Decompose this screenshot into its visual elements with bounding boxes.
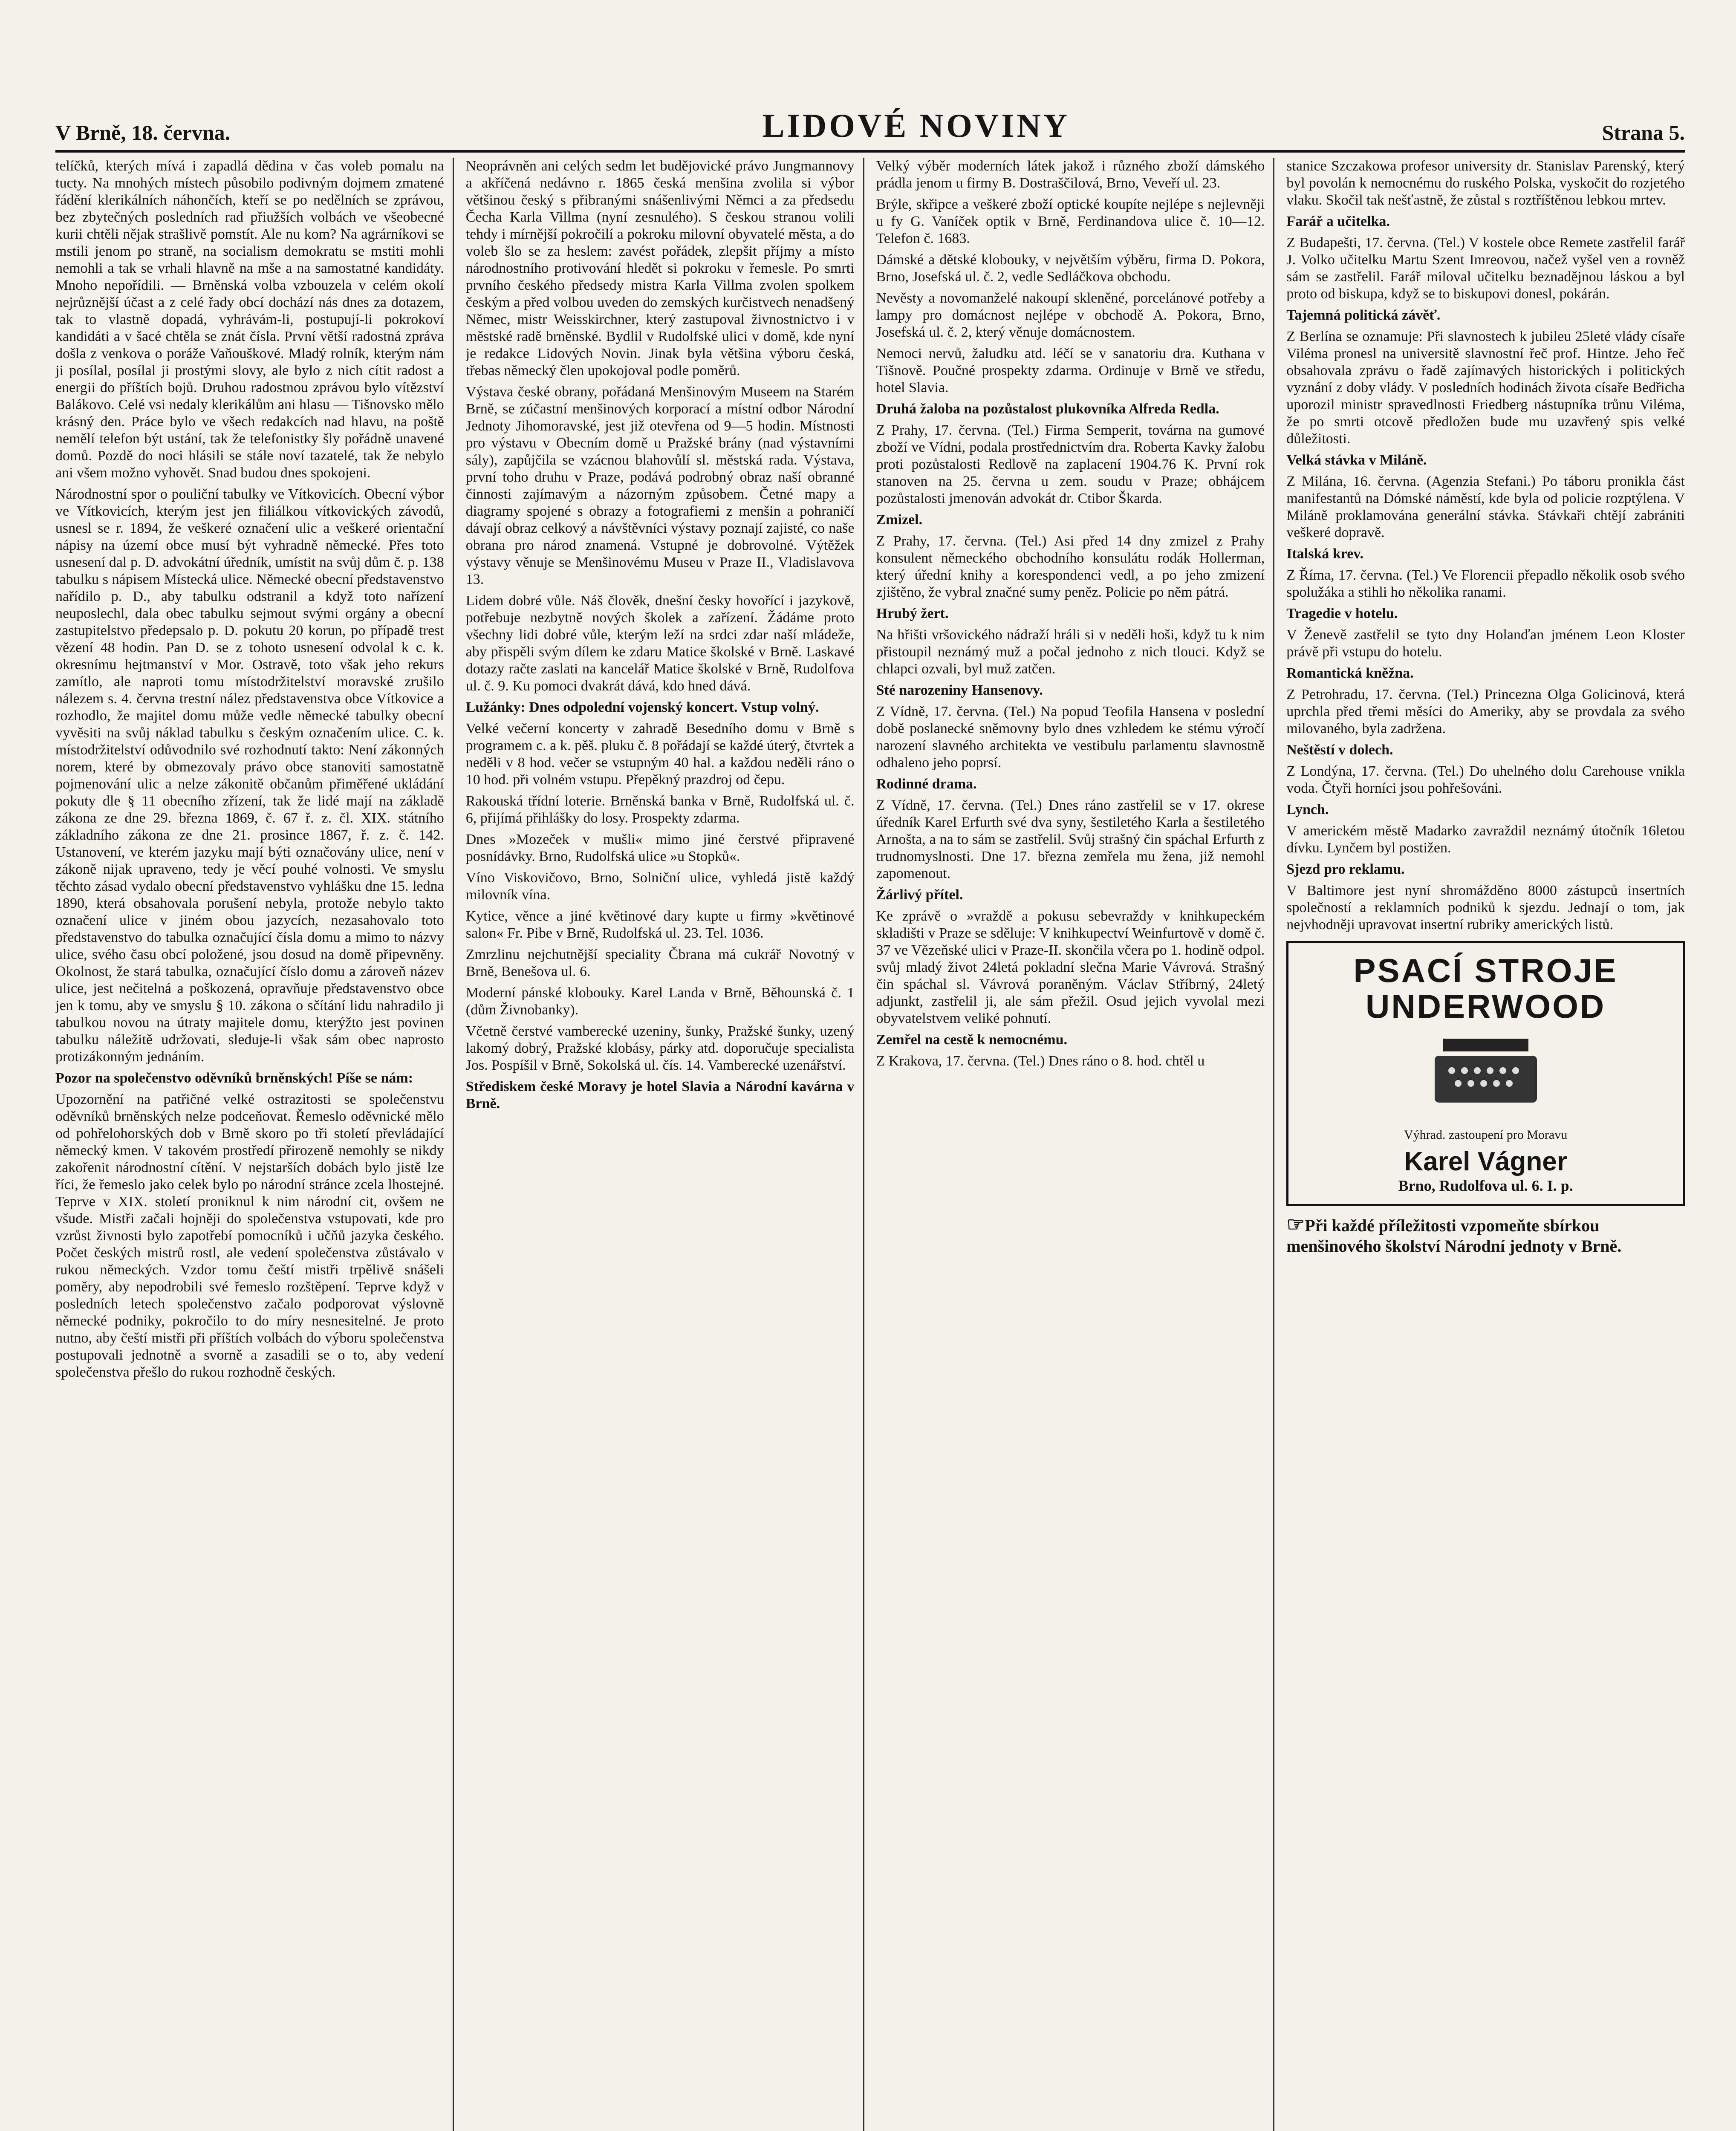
article-paragraph: Z Berlína se oznamuje: Při slavnostech k jubileu 25leté vlády císaře Viléma pronesl na universitě slavnostní řeč prof. Hintze. Jeho řeč obsahovala zprávu o řadě zajímavých historických i politických vyznání z doby vlády. V posledních hodinách života císaře Bedřicha uporozil ministr spravedlnosti Friedberg nástupníka trůnu Viléma, že po smrti otcově předložen bude mu uzavřený spis velké důležitosti. xyxy=(1286,329,1685,447)
issue-date: V Brně, 18. června. xyxy=(55,121,231,144)
pointing-hand-icon: ☞ xyxy=(1286,1213,1305,1236)
article-paragraph: Výstava české obrany, pořádaná Menšinovým Museem na Starém Brně, se zúčastní menšinových korporací a místní odbor Národní Jednoty Jihomoravské, jest již otevřena od 9—5 hodin. Místnosti pro výstavu v Obecním domě u Pražské brány (nad výstavními sály), zapůjčila se vzácnou blahovůlí sl. městská rada. Výstava, první toho druhu v Praze, podává podrobný obraz naší obranné činnosti zajímavým a názorným způsobem. Četné mapy a diagramy spojené s obrazy a fotografiemi z menšin a pohraničí dávají obraz celkový a návštěvníci výstavy poznají zajisté, co naše obrana pro národ znamená. Vstupné je dobrovolné. Výtěžek výstavy věnuje se Menšinovému Museu v Praze II., Vladislavova 13. xyxy=(465,384,855,587)
article-headline: Romantická kněžna. xyxy=(1286,665,1414,681)
appeal-text: Při každé příležitosti vzpomeňte sbírkou menšinového školství Národní jednoty v Brně. xyxy=(1286,1216,1622,1256)
article-paragraph: stanice Szczakowa profesor university dr. Stanislav Parenský, který byl povolán k nemocnému do ruského Polska, vyskočit do rozjetého vlaku. Skočil tak nešťastně, že zůstal s roztříštěnou lebkou mrtev. xyxy=(1286,158,1685,208)
article-paragraph: Z Říma, 17. června. (Tel.) Ve Florencii přepadlo několik osob svého spolužáka a stihli ho několika ranami. xyxy=(1286,567,1685,600)
article-headline: Italská krev. xyxy=(1286,546,1363,562)
article-paragraph: telíčků, kterých mívá i zapadlá dědina v čas voleb pomalu na tucty. Na mnohých místech působilo podivným dojmem zmatené řádění klerikálních náhončích, kteří se po nedělních se zprávou, bez zbytečných posledních rad přiužších volbách ve všeobecné kurii chtěli nějak strašlivě pomstít. Ale nu kom? Na agrárníkovi se mstili jenom po straně, na socialism demokratu se mstiti mohli nemohli a tak se vrhali hlavně na mše a na samostatné kandidáty. Mnoho nepořídili. — Brněnská volba vzbouzela v celém okolí nejrůznější účast a z celé řady obcí dochází nás dnes za dotazem, tak to vlastně dopadá, vyhrávám-li, postupují-li pokrokoví kandidáti a v šacé chtěla se znát čísla. První větší radostná zpráva došla z venkova o poráže Vaňouškové. Mladý rolník, kterým nám ji posílal, posílal ji prostými slovy, ale bylo z nich cítit radost a energii do příštích bojů. Druhou radostnou zprávou bylo vítězství Balákovo. Celé vsi nedaly klerikálům ani hlasu — Tišnovsko mělo krásný den. Práce bylo ve všech redakcích nad hlavu, na poště nemělí telefon být ustání, tak že telefonistky šly pořádně unavené domů. Pozdě do noci hlásili se stále noví tazatelé, tak že nebylo ani všem možno vyhovět. Snad budou dnes spokojeni. xyxy=(55,158,444,481)
article-paragraph: Nemoci nervů, žaludku atd. léčí se v sanatoriu dra. Kuthana v Tišnově. Poučné prospekty zdarma. Ordinuje v Brně ve středu, hotel Slavia. xyxy=(876,346,1265,396)
article-paragraph: Z Budapešti, 17. června. (Tel.) V kostele obce Remete zastřelil farář J. Volko učitelku Martu Szent Imreovou, načež vyšel ven a rovněž sám se zastřelil. Farář miloval učitelku beznadějnou láskou a byl proto od biskupa, když se to biskupovi donesl, pokárán. xyxy=(1286,235,1685,302)
article-paragraph: Na hřišti vršovického nádraží hráli si v neděli hoši, když tu k nim přistoupil neznámý muž a počal jednoho z nich tlouci. Když se chlapci ozvali, byl muž zatčen. xyxy=(876,627,1265,677)
article-paragraph: Včetně čerstvé vamberecké uzeniny, šunky, Pražské šunky, uzený lakomý dobrý, Pražské klobásy, párky atd. doporučuje specialista Jos. Pospíšil v Brně, Sokolská ul. čís. 14. Vamberecké uzenářství. xyxy=(465,1023,855,1073)
article-headline: Farář a učitelka. xyxy=(1286,214,1390,229)
page-number: Strana 5. xyxy=(1602,121,1685,144)
ad-title-line1: PSACÍ STROJE xyxy=(1353,952,1618,989)
article-headline: Lužánky: Dnes odpolední vojenský koncert. Vstup volný. xyxy=(465,699,819,715)
article-paragraph: Lidem dobré vůle. Náš člověk, dnešní česky hovořící i jazykově, potřebuje nezbytně nových školek a zařízení. Žádáme proto všechny lidi dobré vůle, kterým leží na srdci zdar naší mládeže, aby přispěli svým dílem ke zdaru Matice školské v Brně. Laskavé dotazy račte zaslati na kancelář Matice školské v Brně, Rudolfova ul. č. 9. Ku pomoci dvakrát dává, kdo hned dává. xyxy=(465,593,855,694)
article-headline: Žárlivý přítel. xyxy=(876,887,963,903)
article-paragraph: Neoprávněn ani celých sedm let budějovické právo Jungmannovy a akříčená nedávno r. 1865 česká menšina zvolila si výbor většinou český s přibranými snášenlivými Němci a za předsedu Čecha Karla Villma (nyní zesnulého). S českou stranou volili tehdy i mírnější pokročilí a pokroku milovní obyvatelé města, a do voleb šlo se za heslem: zavést pořádek, zlepšit příjmy a místo národnostního protivování hledět si pokroku v řemesle. Po smrti prvního českého předsedy mistra Karla Villma zvolen spolkem českým a před volbou uveden do zemských kurčistvech nenadšený Němec, mistr Weisskirchner, který zastupoval živnostnictvo i v městské radě brněnské. Bydlil v Rudolfské ulici v domě, kde nyní je redakce Lidových Novin. Jinak byla většina výboru česká, třebas německý člen upokojoval podle poměrů. xyxy=(465,158,855,378)
article-headline: Tajemná politická závěť. xyxy=(1286,307,1441,323)
underwood-advertisement xyxy=(1286,941,1685,1206)
article-paragraph: Dnes »Mozeček v mušli« mimo jiné čerstvé připravené posnídávky. Brno, Rudolfská ulice »u Stopků«. xyxy=(465,832,855,864)
article-headline: Zemřel na cestě k nemocnému. xyxy=(876,1032,1068,1048)
article-headline: Druhá žaloba na pozůstalost plukovníka Alfreda Redla. xyxy=(876,401,1219,417)
column-3 xyxy=(876,158,1275,2131)
ad-address: Brno, Rudolfova ul. 6. I. p. xyxy=(1398,1177,1573,1194)
article-paragraph: Zmrzlinu nejchutnější speciality Čbrana má cukrář Novotný v Brně, Benešova ul. 6. xyxy=(465,947,855,979)
article-columns xyxy=(55,158,1685,2131)
typewriter-icon xyxy=(1430,1030,1541,1115)
article-paragraph: Velký výběr moderních látek jakož i různého zboží dámského prádla jenom u firmy B. Dostraščilová, Brno, Veveří ul. 23. xyxy=(876,158,1265,191)
article-paragraph: Z Vídně, 17. června. (Tel.) Dnes ráno zastřelil se v 17. okrese úředník Karel Erfurth své dva syny, šestiletého Karla a šestiletého Arnošta, a na to sám se zastřelil. Svůj strašný čin spáchal Erfurth z trudnomyslnosti. Dne 17. března zemřela mu žena, již nemohl zapomenout. xyxy=(876,797,1265,881)
column-2 xyxy=(466,158,864,2131)
article-headline: Sjezd pro reklamu. xyxy=(1286,861,1405,877)
article-headline: Zmizel. xyxy=(876,512,923,528)
article-paragraph: Z Londýna, 17. června. (Tel.) Do uhelného dolu Carehouse vnikla voda. Čtyři horníci jsou pohřešováni. xyxy=(1286,763,1685,796)
jednota-appeal xyxy=(1286,1215,1685,1256)
article-paragraph: Brýle, skřipce a veškeré zboží optické koupíte nejlépe s nejlevněji u fy G. Vaníček optik v Brně, Ferdinandova ulice č. 10—12. Telefon č. 1683. xyxy=(876,196,1265,246)
column-4 xyxy=(1286,158,1685,2131)
article-headline: Sté narozeniny Hansenovy. xyxy=(876,682,1043,698)
article-paragraph: Z Vídně, 17. června. (Tel.) Na popud Teofila Hansena v poslední době poslanecké sněmovny bylo dnes vzhledem ke stému výročí narození slavného architekta ve vestibulu parlamentu slavnostně odhaleno jeho poprsí. xyxy=(876,704,1265,771)
article-paragraph: Z Krakova, 17. června. (Tel.) Dnes ráno o 8. hod. chtěl u xyxy=(876,1053,1205,1069)
article-paragraph: Moderní pánské klobouky. Karel Landa v Brně, Běhounská č. 1 (dům Živnobanky). xyxy=(465,985,855,1018)
article-headline: Velká stávka v Miláně. xyxy=(1286,452,1427,468)
article-headline: Pozor na společenstvo oděvníků brněnských! Píše se nám: xyxy=(55,1070,413,1086)
ad-name: Karel Vágner xyxy=(1404,1147,1567,1176)
newspaper-title: LIDOVÉ NOVINY xyxy=(762,107,1070,144)
article-paragraph: Velké večerní koncerty v zahradě Besedního domu v Brně s programem c. a k. pěš. pluku č. 8 pořádají se každé úterý, čtvrtek a neděli v 8 hod. večer se vstupným 40 hal. a každou neděli ráno o 10 hod. při volném vstupu. Přepěkný prazdroj od čepu. xyxy=(465,721,855,788)
article-paragraph: Dámské a dětské klobouky, v největším výběru, firma D. Pokora, Brno, Josefská ul. č. 2, vedle Sedláčkova obchodu. xyxy=(876,252,1265,285)
article-paragraph: Z Milána, 16. června. (Agenzia Stefani.) Po táboru pronikla část manifestantů na Dómské náměstí, kde byla od policie rozptýlena. V Miláně proklamována generální stávka. Stávkaři chtějí zabrániti veškeré dopravě. xyxy=(1286,474,1685,540)
ad-title-line2: UNDERWOOD xyxy=(1366,988,1606,1025)
article-headline: Hrubý žert. xyxy=(876,606,949,621)
article-paragraph: Nevěsty a novomanželé nakoupí skleněné, porcelánové potřeby a lampy pro domácnost nejlépe v obchodě A. Pokora, Brno, Josefská ul. č. 2, který věnuje domácnostem. xyxy=(876,290,1265,340)
article-paragraph: Z Prahy, 17. června. (Tel.) Firma Semperit, továrna na gumové zboží ve Vídni, podala prostřednictvím dra. Roberta Kavky žalobu proti pozůstalosti Redlově na zaplacení 1904.76 K. První rok stanoven na 25. června u zem. soudu v Praze; obhájcem pozůstalosti jmenován advokát dr. Ctibor Škarda. xyxy=(876,422,1265,506)
article-paragraph: Rakouská třídní loterie. Brněnská banka v Brně, Rudolfská ul. č. 6, přijímá přihlášky do losy. Prospekty zdarma. xyxy=(465,793,855,826)
masthead xyxy=(55,107,1685,153)
article-paragraph: Národnostní spor o pouliční tabulky ve Vítkovicích. Obecní výbor ve Vítkovicích, kterým jest jen filiálkou vítkovických závodů, usnesl se r. 1894, že veškeré označení ulic a veškeré orientační nápisy na území obce musí být vyhradně německé. Přes toto usnesení dal p. D. advokátní úředník, umístit na svůj dům č. p. 138 tabulku s nápisem Místecká ulice. Německé obecní představenstvo nařídilo p. D., aby tabulku odstranil a když toto nařízení neuposlechl, dala obec tabulku sejmout svými orgány a obecní zastupitelstvo předepsalo p. D. pokutu 20 korun, po případě trest vězení 48 hodin. Pan D. se z tohoto usnesení odvolal k c. k. okresnímu hejtmanství v Mor. Ostravě, toto však jeho rekurs zamítlo, ale naproti tomu místodržitelství moravské zrušilo nálezem s. 4. června trestní nález představenstva obce Vítkovice a rozhodlo, že majitel domu může vedle německé tabulky obecní vyvěsiti na svůj náklad tabulku s českým označením ulice. C. k. místodržitelství odůvodnilo své rozhodnutí takto: Není zákonných norem, které by obmezovaly právo obce stanoviti samostatně pojmenování ulic a nelze zákonitě občanům přiměřené ukládání pokuty dle § 11 obecního zřízení, tak že lidé mají na základě zákona ze dne 29. března 1869, č. 67 ř. z. čl. XIX. státního základního zákona ze dne 21. prosince 1867, ř. z. č. 142. Ustanovení, ve kterém jazyku mají býti označovány ulice, není v zákoně nijak upraveno, tedy je věcí pouhé volnosti. Ve smyslu těchto zásad vydalo obecní představenstvo vyhlášku dne 15. ledna 1890, která obsahovala porušení nebyla, protože nebylo takto označení ulice v jiném obou jazycích, nezasahovalo toto představenstvo do tabulka označující čísla domu a mimo to názvy ulice, svého času obcí položené, jsou dosud na domě připevněny. Okolnost, že stará tabulka, označující číslo domu a zároveň název ulice, jest nečitelná a poškozená, opravňuje představenstvo obce jen k tomu, aby ve smyslu § 10. zákona o sčítání lidu nahradilo ji tabulkou novou na útraty majitele domu, kterýžto jest povinen tabulku náležitě udržovati, sleduje-li však sám obec naprosto protizákonným jednáním. xyxy=(55,486,444,1065)
article-headline: Rodinné drama. xyxy=(876,776,977,792)
article-paragraph: V Baltimore jest nyní shromážděno 8000 zástupců insertních společností a reklamních podniků k sjezdu. Jednají o tom, jak nejvhodněji upravovat insertní rubriky amerických listů. xyxy=(1286,883,1685,933)
article-paragraph: Kytice, věnce a jiné květinové dary kupte u firmy »květinové salon« Fr. Pibe v Brně, Rudolfská ul. 23. Tel. 1036. xyxy=(465,908,855,941)
article-paragraph: V Ženevě zastřelil se tyto dny Holanďan jménem Leon Kloster právě při vstupu do hotelu. xyxy=(1286,627,1685,660)
article-paragraph: Z Prahy, 17. června. (Tel.) Asi před 14 dny zmizel z Prahy konsulent německého obchodního konsulátu rodák Hollerman, který úřední knihy a korespondenci vedl, a po jeho zmizení zjištěno, že vybral značné sumy peněz. Policie po něm pátrá. xyxy=(876,533,1265,600)
article-paragraph: Z Petrohradu, 17. června. (Tel.) Princezna Olga Golicinová, která uprchla před třemi měsíci do Ameriky, aby se provdala za svého milovaného, byla zadržena. xyxy=(1286,687,1685,736)
article-paragraph: Ke zprávě o »vraždě a pokusu sebevraždy v knihkupeckém skladišti v Praze se sděluje: V knihkupectví Weinfurtově v domě č. 37 ve Vězeňské ulici v Praze-II. skončila včera po 1. hodině odpol. svůj mladý život 24letá pokladní slečna Marie Vávrová. Strašný čin spáchal sl. Vávrová poraněným. Václav Stříbrný, 24letý adjunkt, zastřelil ji, ale sám přežil. Osud jejich vyvolal mezi obyvatelstvem veliké pohnutí. xyxy=(876,908,1265,1026)
article-paragraph: Upozornění na patřičné velké ostrazitosti se společenstvu oděvníků brněnských nelze podceňovat. Řemeslo oděvnické mělo od pohřelohorských dob v Brně skoro po tři století převládající německý kmen. V takovém prostředí přirozeně nemohly se nikdy zakořenit národnostní cítění. V nejstarších dobách bylo jistě lze říci, že řemeslo jako celek bylo po národní stránce zcela lhostejné. Teprve v XIX. století proniknul k nim národní cit, ovšem ne všude. Mistři začali hojněji do společenstva vstupovati, kde pro vzrůst živnosti bylo zapotřebí pomocníků i učňů jazyka českého. Počet českých mistrů rostl, ale vedení společenstva zůstávalo v rukou německých. Vzdor tomu čeští mistři trpělivě snášeli poměry, aby nepodrobili své řemeslo rozštěpení. Teprve když v posledních letech společenstvo začalo podporovat výslovně německé podniky, pokročilo to do míry nesnesitelné. Je proto nutno, aby čeští mistři při příštích volbách do výboru společenstva postupovali jednotně a svorně a zasadili se o to, aby vedení společenstva přešlo do rukou rozhodně českých. xyxy=(55,1091,444,1380)
ad-subtitle: Výhrad. zastoupení pro Moravu xyxy=(1404,1128,1568,1142)
article-headline: Neštěstí v dolech. xyxy=(1286,742,1393,758)
article-headline: Tragedie v hotelu. xyxy=(1286,606,1398,621)
article-headline: Lynch. xyxy=(1286,802,1329,817)
column-1 xyxy=(55,158,454,2131)
article-paragraph: V americkém městě Madarko zavraždil neznámý útočník 16letou dívku. Lynčem byl postižen. xyxy=(1286,823,1685,856)
article-paragraph: Víno Viskovičovo, Brno, Solniční ulice, vyhledá jistě každý milovník vína. xyxy=(465,870,855,903)
article-headline: Střediskem české Moravy je hotel Slavia a Národní kavárna v Brně. xyxy=(465,1079,855,1112)
